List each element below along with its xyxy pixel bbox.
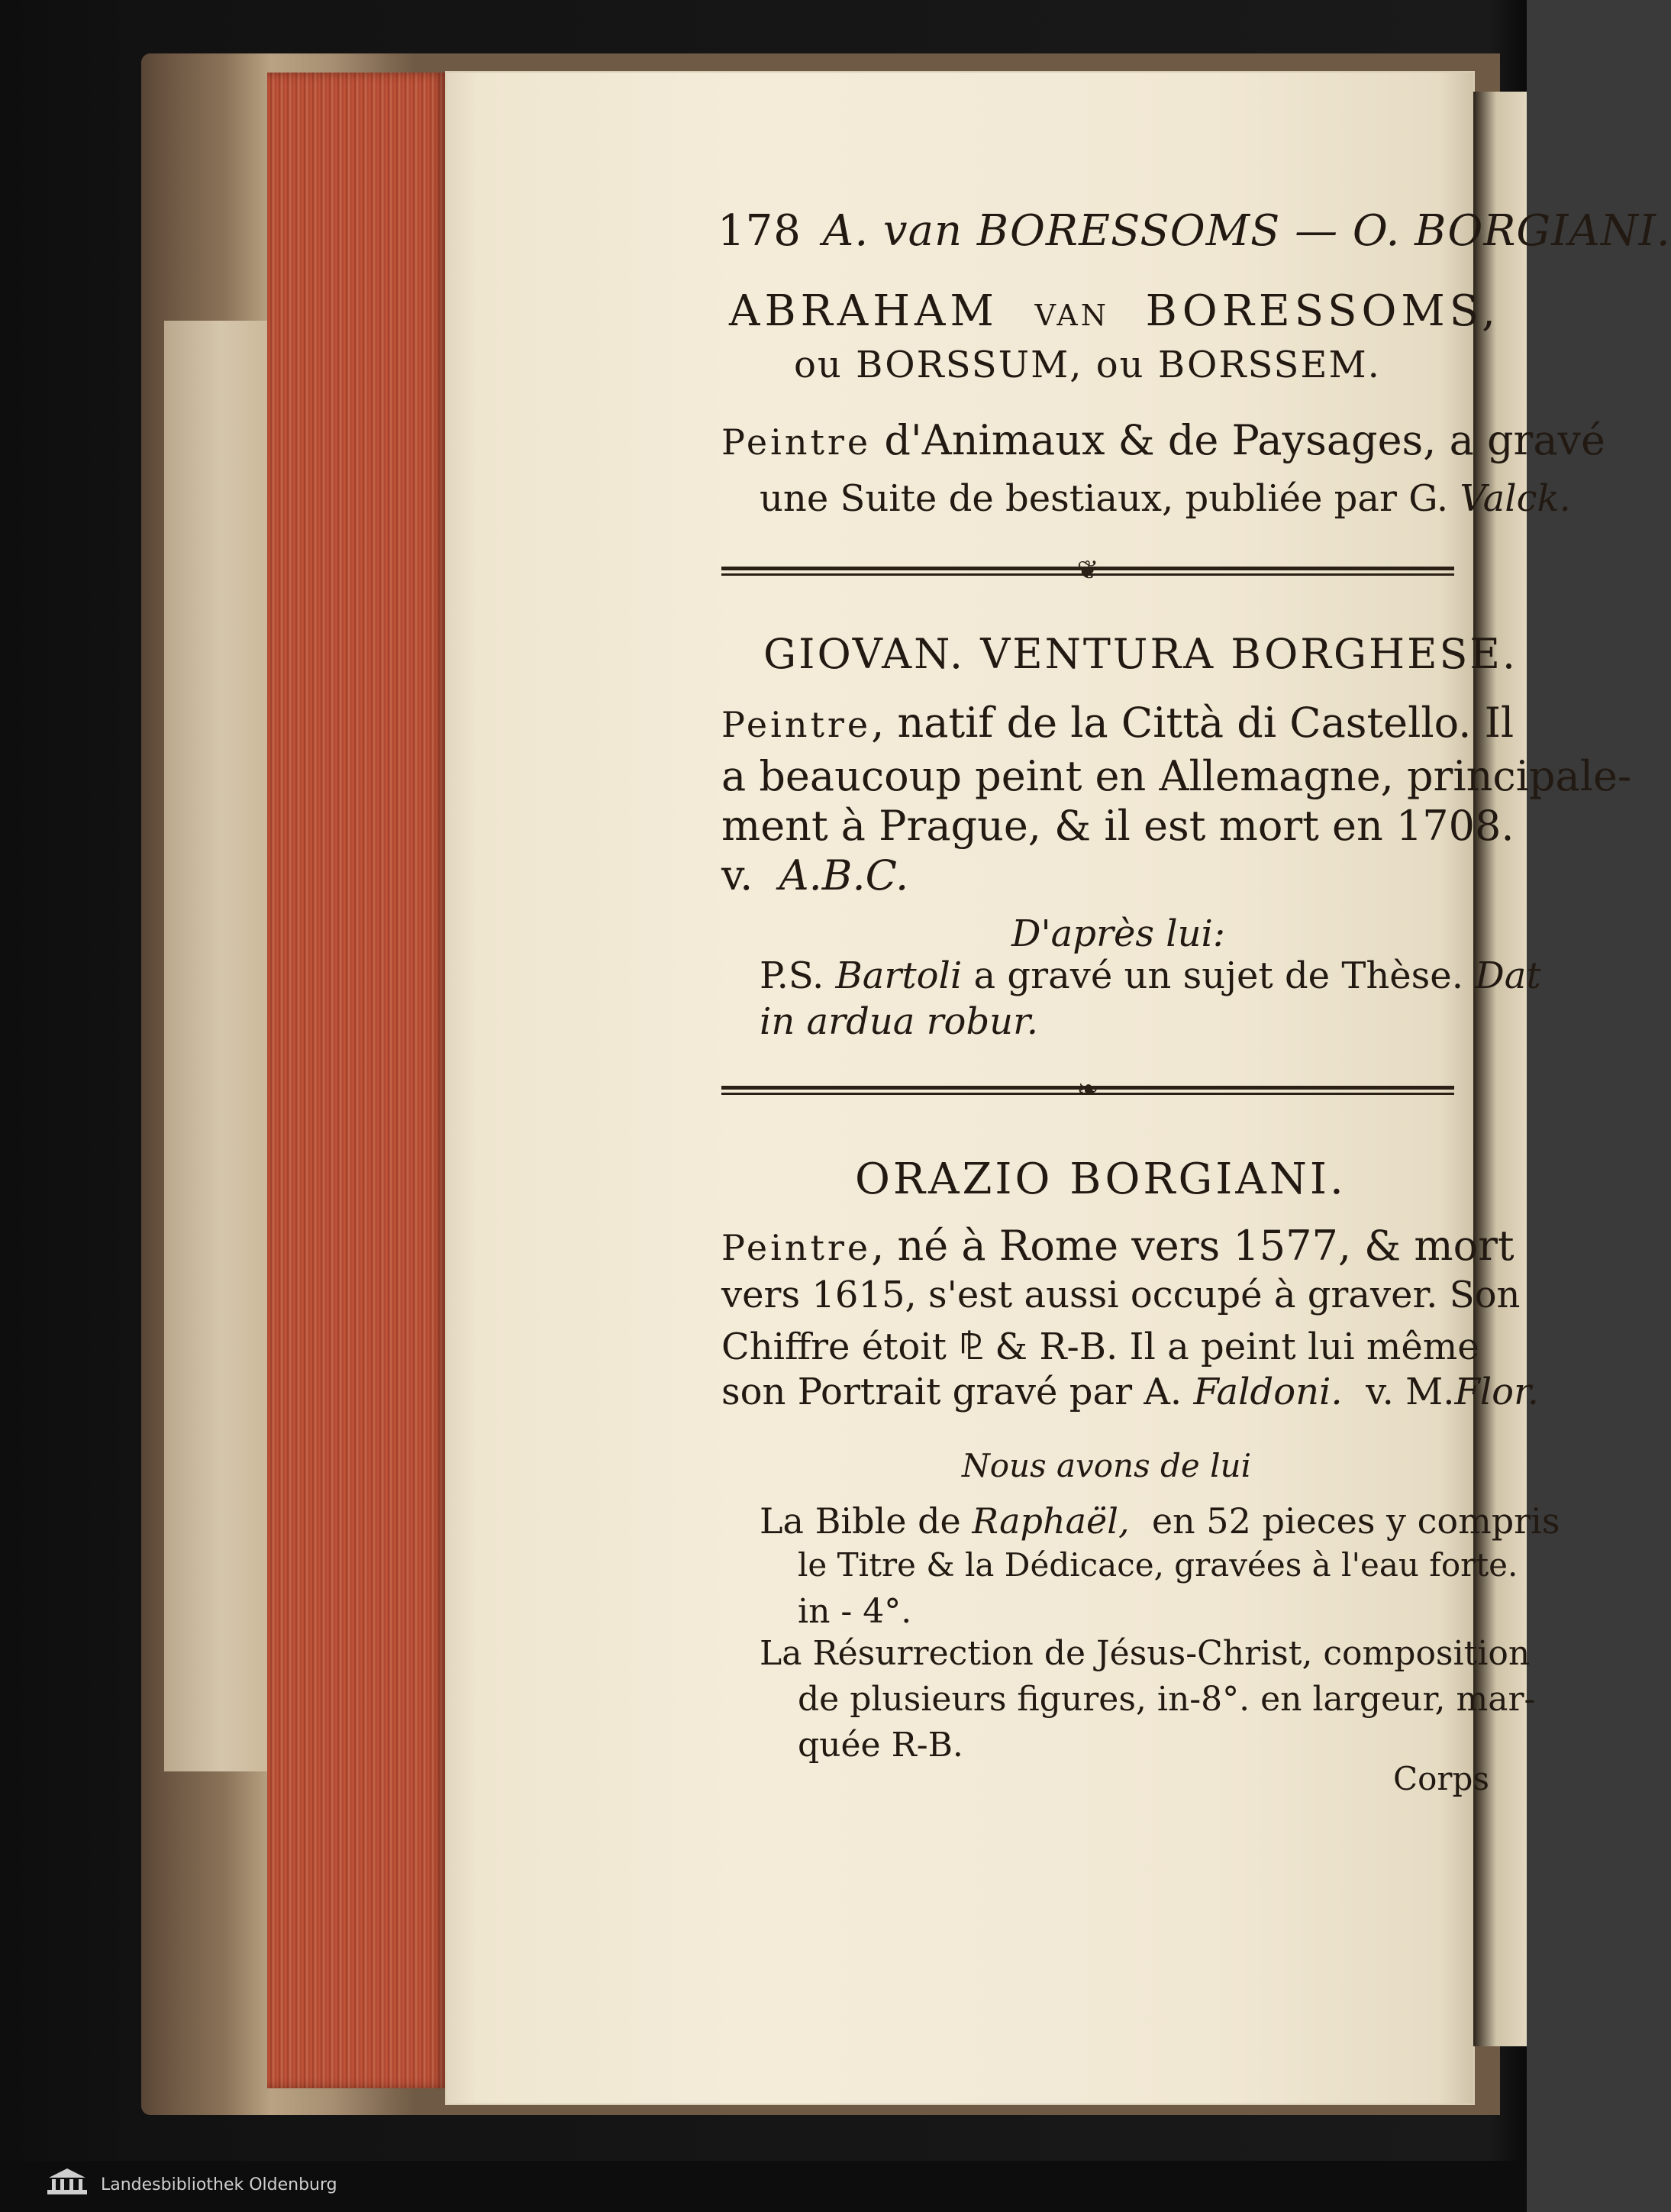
entry2-item-line1: P.S. Bartoli a gravé un sujet de Thèse. Dat [760, 954, 1541, 997]
fleuron-ornament: ❦ [1076, 555, 1099, 586]
entry3-work1-line1: La Bible de Raphaël, en 52 pieces y compris [760, 1500, 1560, 1542]
library-logo-icon [46, 2167, 89, 2197]
entry2-heading: GIOVAN. VENTURA BORGHESE. [763, 630, 1518, 678]
entry2-item-line2: in ardua robur. [760, 1000, 1039, 1043]
entry1-text-line2: une Suite de bestiaux, publiée par G. Valck. [760, 477, 1571, 520]
fleuron-ornament: ❧ [1076, 1074, 1099, 1105]
entry2-text-line1: Peintre, natif de la Città di Castello. Il [721, 699, 1515, 747]
running-header [718, 206, 1671, 256]
entry3-heading: ORAZIO BORGIANI. [855, 1154, 1347, 1204]
page-number: 178 [718, 206, 802, 256]
entry1-heading-line2: ou BORSSUM, ou BORSSEM. [794, 344, 1381, 386]
entry2-after-label: D'après lui: [1011, 912, 1226, 955]
entry3-work2-line2: de plusieurs figures, in-8°. en largeur, mar- [798, 1680, 1536, 1719]
entry3-work1-line3: in - 4°. [798, 1592, 912, 1631]
ornamental-rule-1 [721, 555, 1454, 586]
entry3-work1-line2: le Titre & la Dédicace, gravées à l'eau forte. [798, 1546, 1518, 1584]
entry3-work2-line1: La Résurrection de Jésus-Christ, composition [760, 1634, 1531, 1673]
ornamental-rule-2 [721, 1074, 1454, 1105]
library-name: Landesbibliothek Oldenburg [101, 2175, 337, 2194]
entry3-text-line2: vers 1615, s'est aussi occupé à graver. Son [721, 1274, 1521, 1316]
entry2-text-line3: ment à Prague, & il est mort en 1708. [721, 802, 1515, 850]
entry3-work2-line3: quée R-B. [798, 1726, 963, 1765]
cover-binding-strip [164, 321, 279, 1771]
entry1-heading-line1: ABRAHAM VAN BORESSOMS, [729, 286, 1500, 336]
entry3-text-line3: Chiffre étoit ⅊ & R-B. Il a peint lui même [721, 1326, 1479, 1368]
entry3-text-line4: son Portrait gravé par A. Faldoni. v. M.Flor. [721, 1371, 1539, 1413]
entry3-works-label: Nous avons de lui [962, 1447, 1252, 1484]
entry1-text-line1: Peintre d'Animaux & de Paysages, a gravé [721, 416, 1605, 464]
entry2-text-line2: a beaucoup peint en Allemagne, principale- [721, 752, 1632, 800]
page-edges-red [267, 73, 447, 2088]
entry3-text-line1: Peintre, né à Rome vers 1577, & mort [721, 1222, 1515, 1270]
running-title: A. van BORESSOMS — O. BORGIANI. [822, 206, 1671, 256]
catchword: Corps [1393, 1760, 1489, 1797]
entry2-text-line4: v. A.B.C. [721, 851, 909, 899]
facing-page-edge [1473, 92, 1527, 2046]
